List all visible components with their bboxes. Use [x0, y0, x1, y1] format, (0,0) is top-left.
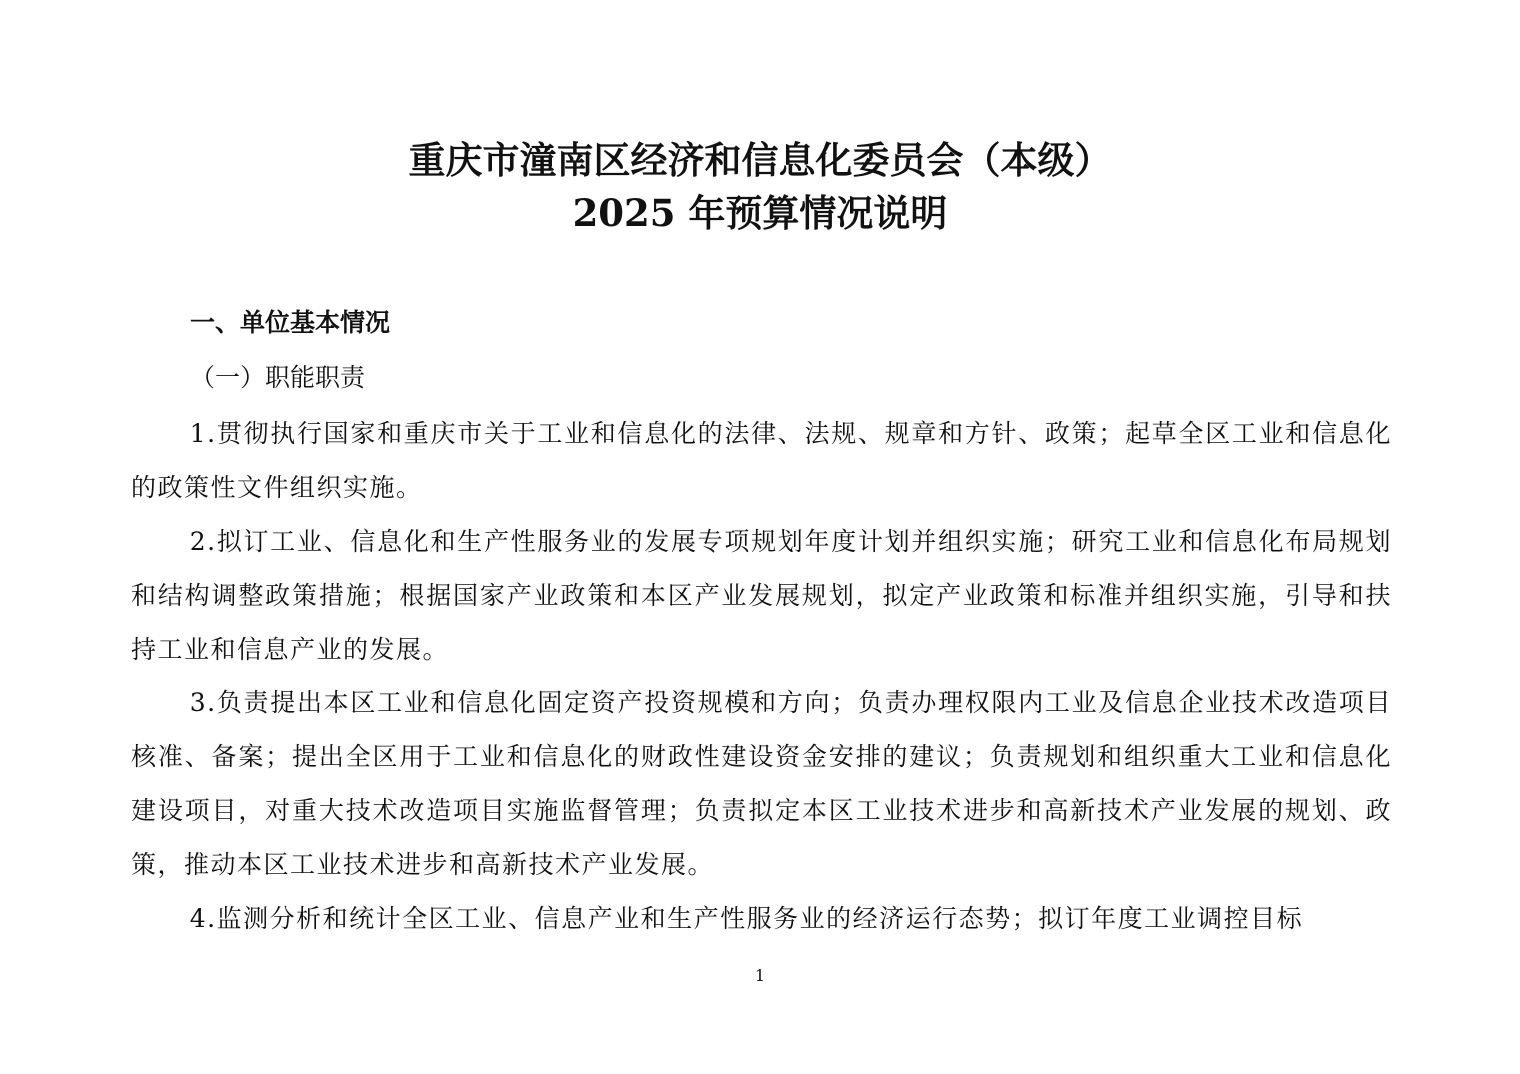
paragraph-2: 2.拟订工业、信息化和生产性服务业的发展专项规划年度计划并组织实施；研究工业和信息化布局规划和结构调整政策措施；根据国家产业政策和本区产业发展规划，拟定产业政策和标准并组织实施，引导和扶持工业和信息产业的发展。: [131, 527, 1392, 664]
paragraph-4: 4.监测分析和统计全区工业、信息产业和生产性服务业的经济运行态势；拟订年度工业调控目标: [189, 904, 1304, 933]
paragraph-3: 3.负责提出本区工业和信息化固定资产投资规模和方向；负责办理权限内工业及信息企业技术改造项目核准、备案；提出全区用于工业和信息化的财政性建设资金安排的建议；负责规划和组织重大工业和信息化建设项目，对重大技术改造项目实施监督管理；负责拟定本区工业技术进步和高新技术产业发展的规划、政策，推动本区工业技术进步和高新技术产业发展。: [131, 688, 1392, 879]
paragraph-1: 1.贯彻执行国家和重庆市关于工业和信息化的法律、法规、规章和方针、政策；起草全区工业和信息化的政策性文件组织实施。: [131, 419, 1392, 502]
subsection-heading: （一）职能职责: [190, 363, 366, 392]
document-title-line-1: 重庆市潼南区经济和信息化委员会（本级）: [408, 138, 1112, 182]
page-number: 1: [754, 966, 766, 985]
document-title-line-2: 2025 年预算情况说明: [572, 191, 948, 235]
section-heading: 一、单位基本情况: [190, 308, 391, 337]
